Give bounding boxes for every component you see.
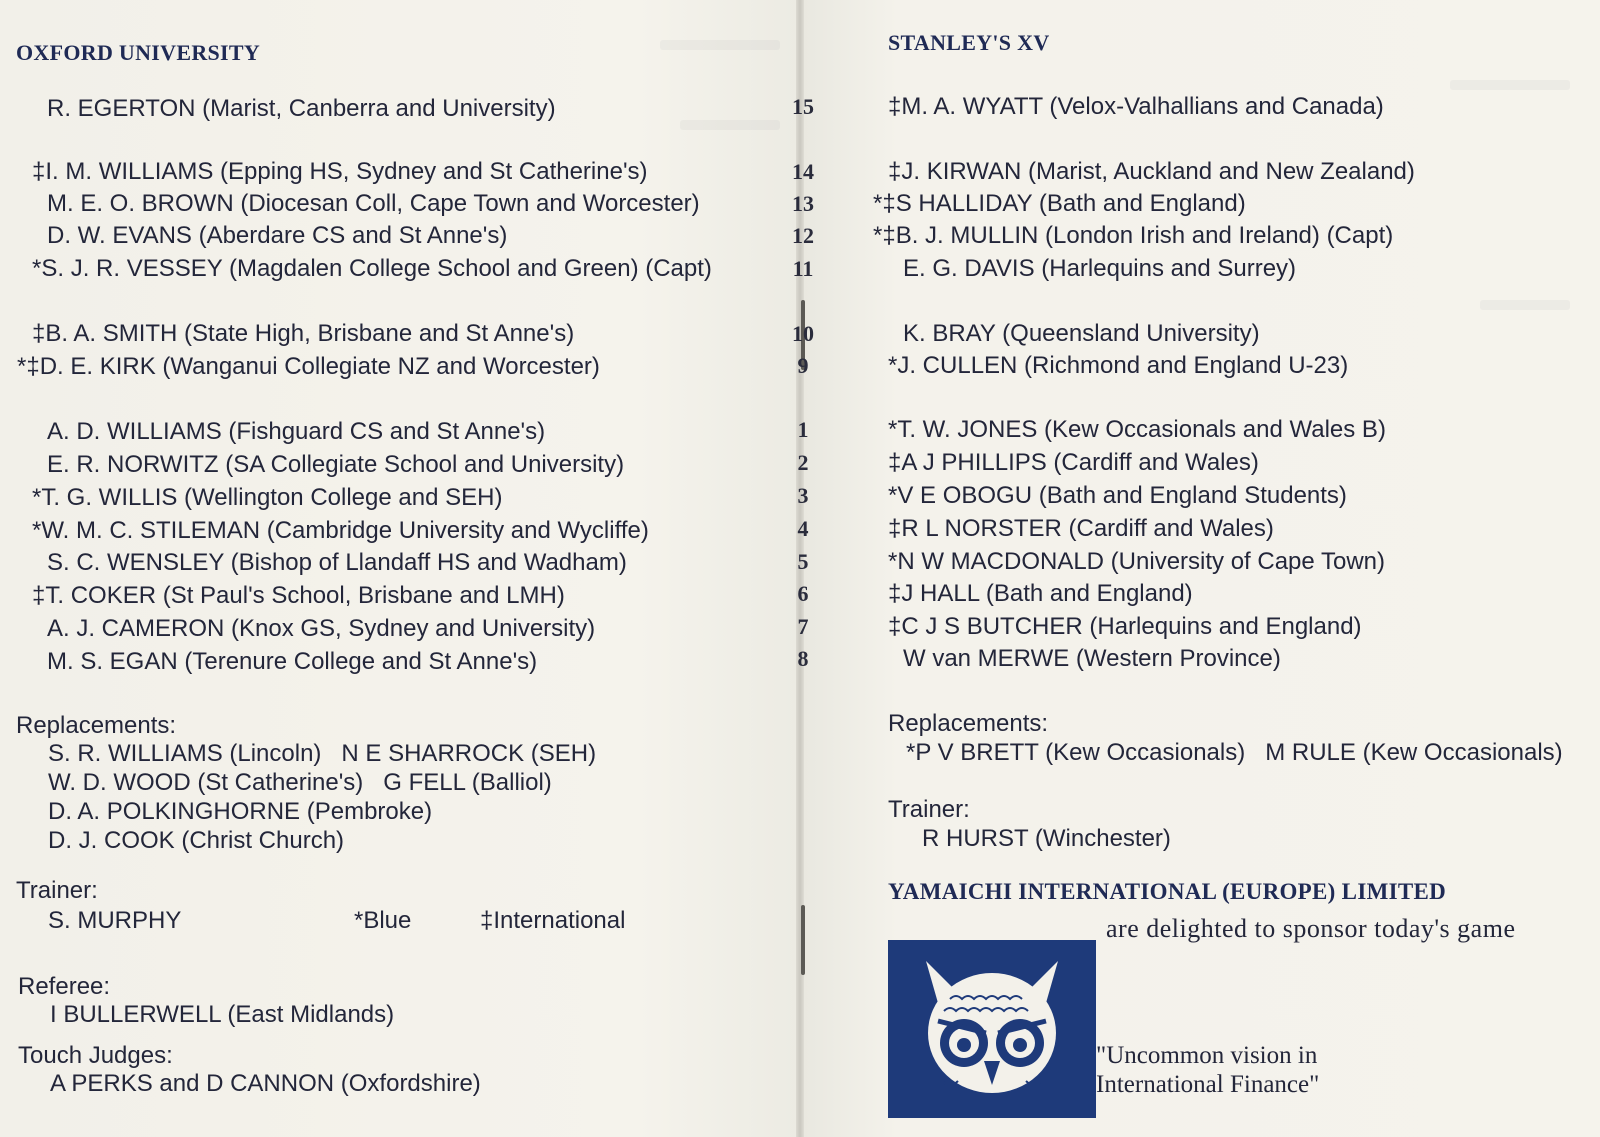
stanleys-replacement-line: *P V BRETT (Kew Occasionals) M RULE (Kew Occasionals) [906,739,1563,766]
oxford-player-row [47,548,627,578]
stanleys-player-row [888,157,1415,187]
player-name: K. BRAY (Queensland University) [903,320,1260,347]
referee-label: Referee: [18,973,111,1000]
oxford-player-row [32,581,565,611]
referee-name: I BULLERWELL (East Midlands) [50,1001,395,1028]
oxford-player-row [32,516,649,546]
position-number: 12 [792,223,814,248]
oxford-player-row [47,189,700,219]
player-marker: ‡ [888,158,902,185]
player-name: S. C. WENSLEY (Bishop of Llandaff HS and Wadham) [47,549,627,576]
player-marker: ‡ [888,613,902,640]
player-marker: *‡ [873,222,896,249]
oxford-replacement-line: D. J. COOK (Christ Church) [48,827,345,854]
oxford-player-row [47,614,595,644]
player-name: E. G. DAVIS (Harlequins and Surrey) [903,255,1297,282]
player-marker: * [32,255,42,282]
player-name: W. M. C. STILEMAN (Cambridge University and Wycliffe) [41,517,649,544]
sponsor-name: YAMAICHI INTERNATIONAL (EUROPE) LIMITED [888,879,1447,904]
player-marker: * [32,517,42,544]
player-name: N W MACDONALD (University of Cape Town) [897,548,1386,575]
position-number: 7 [797,614,809,639]
position-number: 9 [797,353,809,378]
stanleys-player-row [888,351,1348,381]
staple-bottom [801,905,805,975]
player-name: W van MERWE (Western Province) [903,645,1281,672]
player-name: A. J. CAMERON (Knox GS, Sydney and University) [47,615,596,642]
player-name: J. KIRWAN (Marist, Auckland and New Zealand) [901,158,1415,185]
oxford-player-row [32,157,648,187]
stanleys-player-row [888,612,1362,642]
sponsor-message: are delighted to sponsor today's game [1106,914,1516,943]
player-marker: * [888,352,898,379]
team-title-oxford: OXFORD UNIVERSITY [16,40,261,65]
position-number: 8 [797,646,809,671]
player-name: B. A. SMITH (State High, Brisbane and St Anne's) [45,320,575,347]
touch-judges-names: A PERKS and D CANNON (Oxfordshire) [50,1070,481,1097]
player-marker: ‡ [888,515,902,542]
player-name: R. EGERTON (Marist, Canberra and University) [47,95,556,122]
position-number: 11 [792,256,814,281]
player-name: S HALLIDAY (Bath and England) [895,190,1246,217]
player-name: T. COKER (St Paul's School, Brisbane and LMH) [45,582,565,609]
position-number: 10 [792,321,814,346]
player-name: C J S BUTCHER (Harlequins and England) [901,613,1362,640]
owl-icon [888,940,1096,1118]
player-name: M. E. O. BROWN (Diocesan Coll, Cape Town and Worcester) [47,190,700,217]
player-name: M. S. EGAN (Terenure College and St Anne's) [47,648,538,675]
player-marker: * [32,484,42,511]
player-marker: ‡ [32,158,46,185]
oxford-replacement-line: S. R. WILLIAMS (Lincoln) N E SHARROCK (SEH) [48,740,597,767]
player-name: R L NORSTER (Cardiff and Wales) [901,515,1274,542]
slogan-line-2: International Finance" [1096,1071,1320,1098]
player-marker: * [888,416,898,443]
stanleys-player-row [873,221,1393,251]
player-name: S. J. R. VESSEY (Magdalen College School and Green) (Capt) [41,255,712,282]
oxford-player-row [47,647,537,677]
player-marker: ‡ [888,93,902,120]
stanleys-player-row [888,547,1385,577]
stanleys-player-row [903,644,1281,674]
player-marker: ‡ [888,449,902,476]
player-name: M. A. WYATT (Velox-Valhallians and Canada) [901,93,1384,120]
oxford-replacement-line: W. D. WOOD (St Catherine's) G FELL (Balliol) [48,769,552,796]
position-number: 3 [797,483,809,508]
player-name: E. R. NORWITZ (SA Collegiate School and University) [47,451,625,478]
position-number: 1 [797,417,809,442]
oxford-player-row [47,417,545,447]
stanleys-player-row [888,415,1386,445]
stanleys-player-row [888,92,1384,122]
stanleys-player-row [903,254,1296,284]
player-name: A J PHILLIPS (Cardiff and Wales) [901,449,1259,476]
player-name: T. W. JONES (Kew Occasionals and Wales B) [897,416,1386,443]
oxford-player-row [32,319,574,349]
stanleys-player-row [903,319,1260,349]
show-through-ghost [1480,300,1570,310]
position-number: 14 [792,159,814,184]
player-name: D. W. EVANS (Aberdare CS and St Anne's) [47,222,508,249]
player-marker: * [888,482,898,509]
position-number: 15 [792,94,814,119]
player-name: B. J. MULLIN (London Irish and Ireland) (Capt) [895,222,1394,249]
show-through-ghost [1450,80,1570,90]
player-marker: *‡ [17,353,40,380]
oxford-player-row [32,483,502,513]
player-name: I. M. WILLIAMS (Epping HS, Sydney and St Catherine's) [45,158,648,185]
stanleys-player-row [888,579,1193,609]
player-marker: ‡ [32,320,46,347]
stanleys-player-row [873,189,1246,219]
oxford-trainer-name: S. MURPHY [48,907,182,934]
touch-judges-label: Touch Judges: [18,1042,173,1069]
position-number: 13 [792,191,814,216]
stanleys-player-row [888,448,1259,478]
player-marker: * [888,548,898,575]
position-number: 2 [797,450,809,475]
oxford-trainer-label: Trainer: [16,877,98,904]
player-name: T. G. WILLIS (Wellington College and SEH) [41,484,503,511]
team-title-stanleys: STANLEY'S XV [888,30,1050,55]
stanleys-trainer-label: Trainer: [888,796,970,823]
player-marker: *‡ [873,190,896,217]
player-name: A. D. WILLIAMS (Fishguard CS and St Anne's) [47,418,546,445]
player-name: D. E. KIRK (Wanganui Collegiate NZ and Worcester) [39,353,600,380]
player-marker: ‡ [32,582,46,609]
oxford-replacement-line: D. A. POLKINGHORNE (Pembroke) [48,798,433,825]
oxford-player-row [47,94,556,124]
oxford-replacements-label: Replacements: [16,712,177,739]
stanleys-replacements-label: Replacements: [888,710,1049,737]
stanleys-trainer-name: R HURST (Winchester) [922,825,1171,852]
position-number: 6 [797,581,809,606]
oxford-player-row [47,221,507,251]
stanleys-player-row [888,514,1274,544]
player-name: J. CULLEN (Richmond and England U-23) [897,352,1349,379]
position-number: 4 [797,516,809,541]
show-through-ghost [680,120,780,130]
legend-blue: *Blue [354,907,412,934]
player-marker: ‡ [888,580,902,607]
stanleys-player-row [888,481,1347,511]
oxford-player-row [17,352,600,382]
oxford-player-row [47,450,624,480]
player-name: J HALL (Bath and England) [901,580,1193,607]
legend-international: ‡International [480,907,626,934]
position-number: 5 [797,549,809,574]
show-through-ghost [660,40,780,50]
player-name: V E OBOGU (Bath and England Students) [897,482,1347,509]
oxford-player-row [32,254,712,284]
slogan-line-1: "Uncommon vision in [1096,1042,1318,1069]
